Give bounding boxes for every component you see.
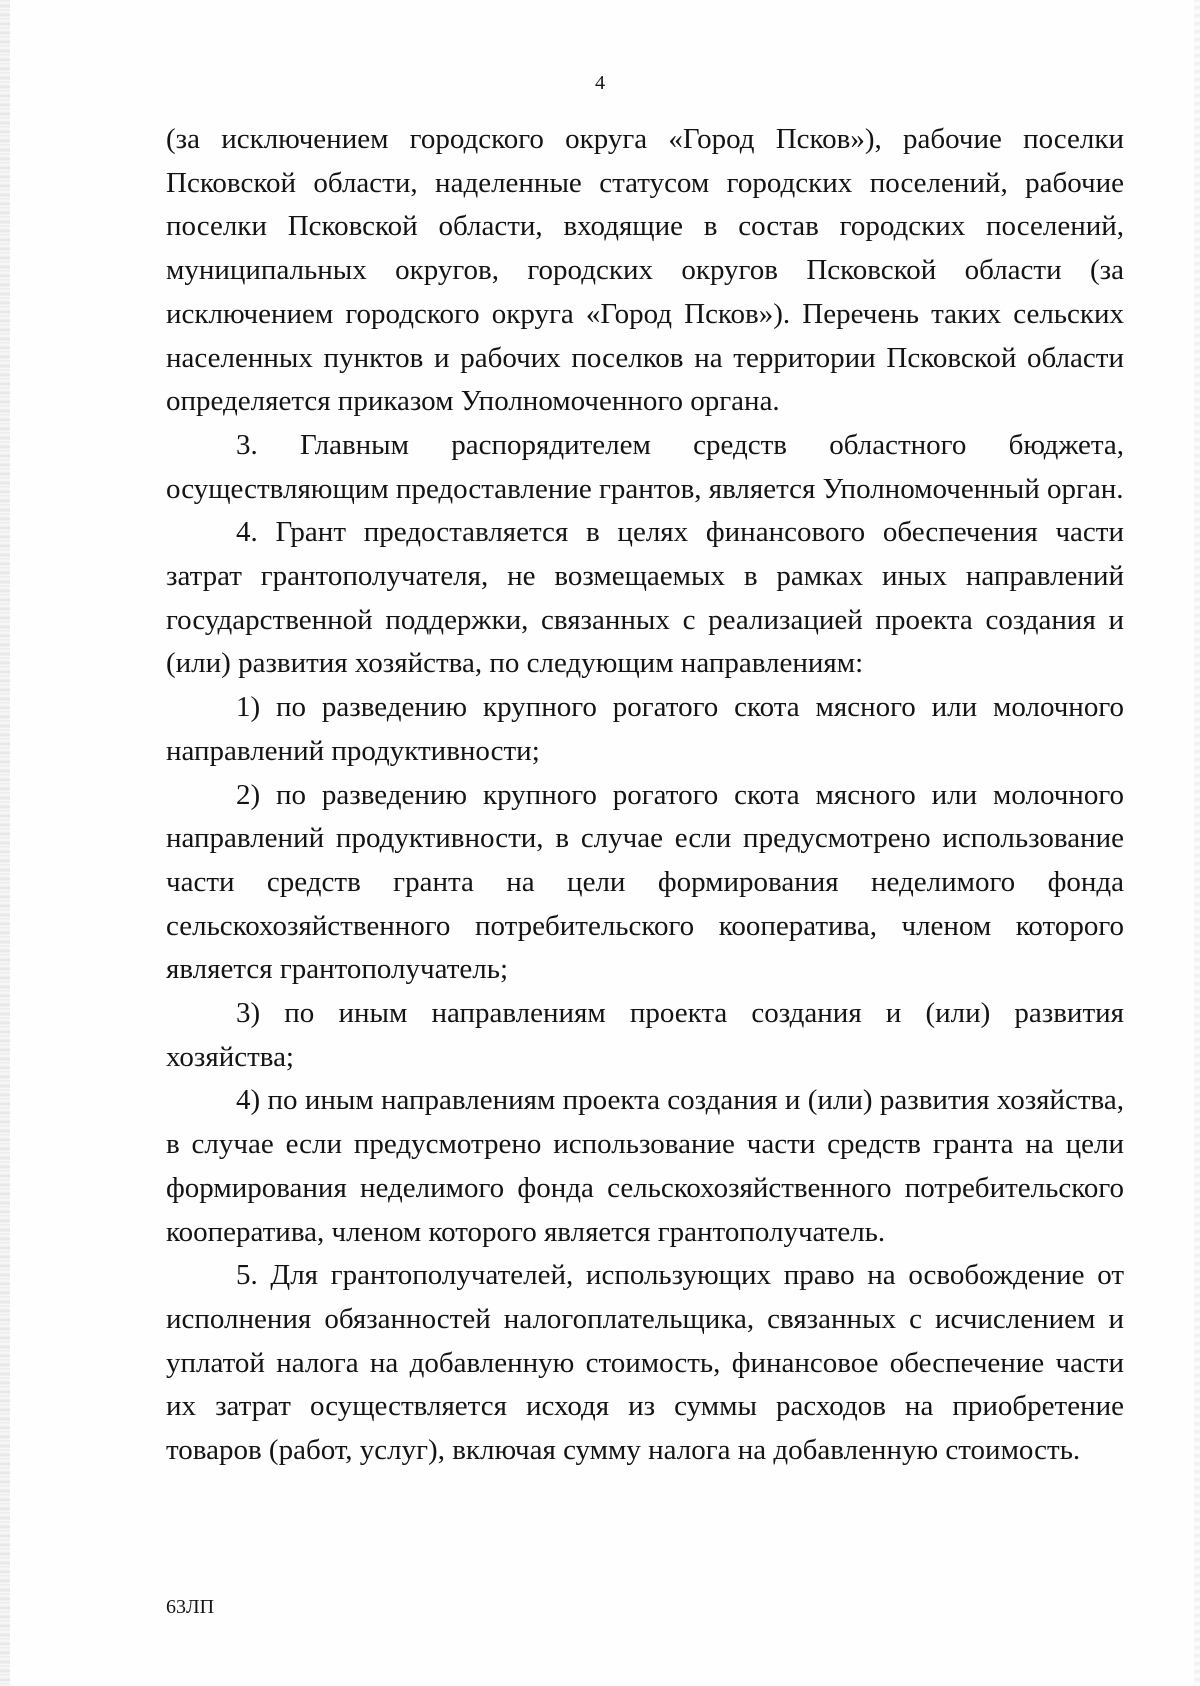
subitem-3: 3) по иным направлениям проекта создания и (или) развития хозяйства; bbox=[166, 997, 1124, 1073]
subitem-2: 2) по разведению крупного рогатого скота мясного или молочного направлений продуктивности, в случае если предусмотрено использование части средств гранта на цели формирования неделимого фонда сельскохозяйственного потребительского кооператива, членом которого является грантополучатель; bbox=[166, 778, 1124, 986]
paragraph-item-4: 4. Грант предоставляется в целях финансового обеспечения части затрат грантополучателя, не возмещаемых в рамках иных направлений государственной поддержки, связанных с реализацией проекта создания и (или) развития хозяйства, по следующим направлениям: bbox=[166, 516, 1124, 680]
paragraph-continuation: (за исключением городского округа «Город Псков»), рабочие поселки Псковской области, наделенные статусом городских поселений, рабочие поселки Псковской области, входящие в состав городских поселений, муниципальных округов, городских округов Псковской области (за исключением городского округа «Город Псков»). Перечень таких сельских населенных пунктов и рабочих поселков на территории Псковской области определяется приказом Уполномоченного органа. bbox=[166, 123, 1124, 418]
scan-edge-right bbox=[1194, 0, 1200, 1686]
scan-edge-left bbox=[0, 0, 10, 1686]
paragraph-item-5: 5. Для грантополучателей, использующих право на освобождение от исполнения обязанностей налогоплательщика, связанных с исчислением и уплатой налога на добавленную стоимость, финансовое обеспечение части их затрат осуществляется исходя из суммы расходов на приобретение товаров (работ, услуг), включая сумму налога на добавленную стоимость. bbox=[166, 1259, 1124, 1467]
page-number: 4 bbox=[595, 72, 605, 94]
subitem-4: 4) по иным направлениям проекта создания и (или) развития хозяйства, в случае если предусмотрено использование части средств гранта на цели формирования неделимого фонда сельскохозяйственного потребительского кооператива, членом которого является грантополучатель. bbox=[166, 1084, 1124, 1248]
subitem-1: 1) по разведению крупного рогатого скота мясного или молочного направлений продуктивности; bbox=[166, 691, 1124, 767]
paragraph-item-3: 3. Главным распорядителем средств областного бюджета, осуществляющим предоставление грантов, является Уполномоченный орган. bbox=[166, 428, 1124, 505]
footer-document-code: 63ЛП bbox=[166, 1596, 215, 1618]
document-body bbox=[166, 118, 1124, 1473]
